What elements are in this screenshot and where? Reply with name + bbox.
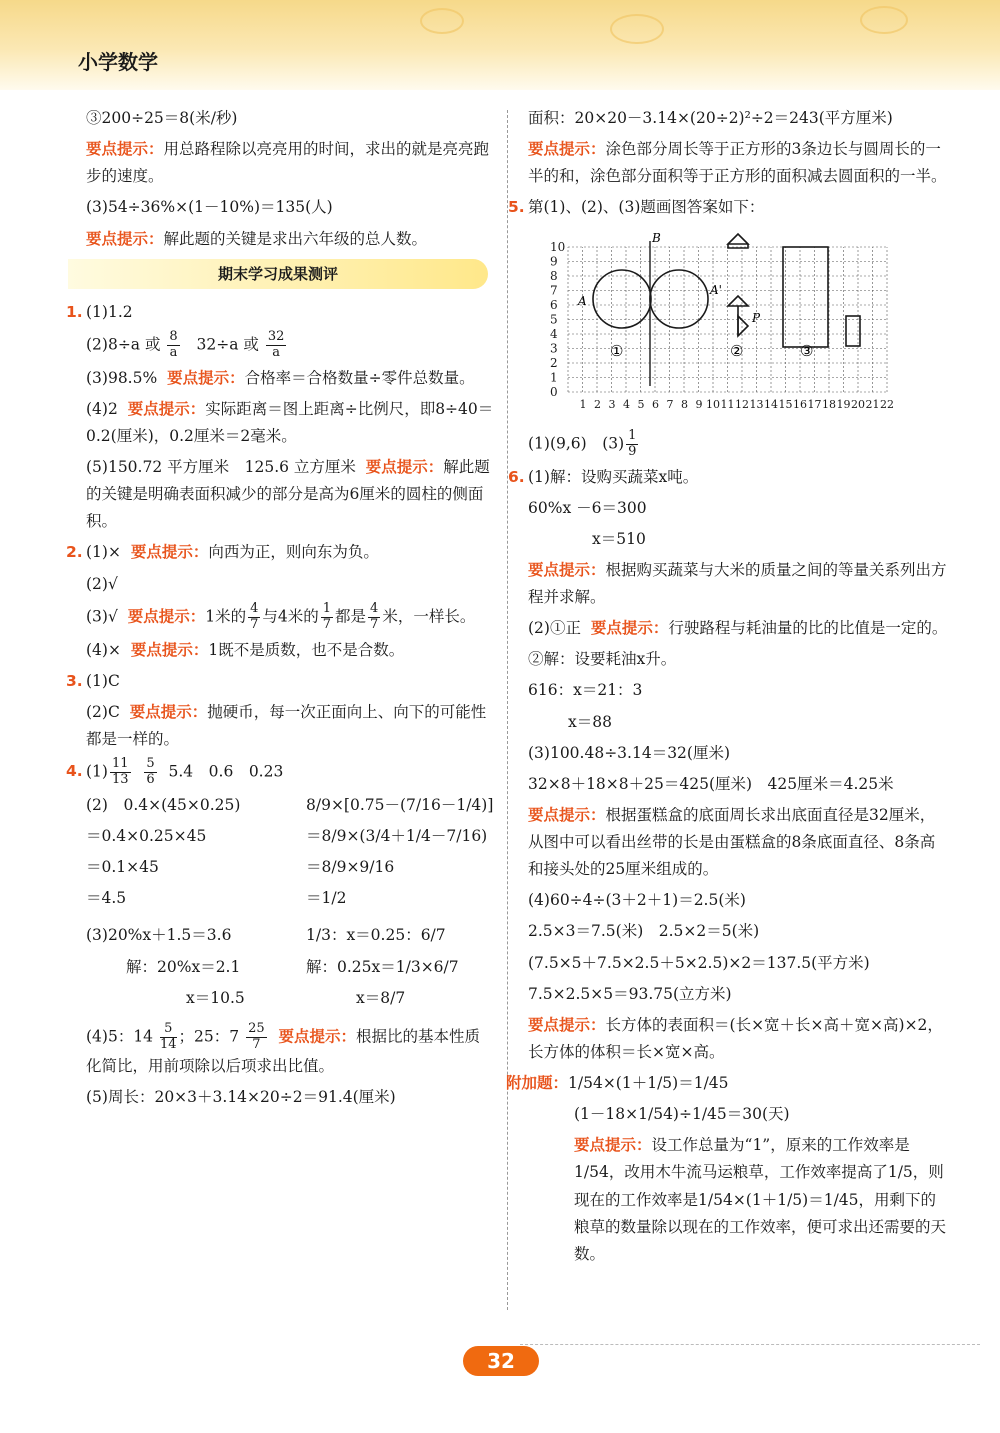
hint-line [528,557,948,611]
hint-text: 涂色部分周长等于正方形的3条边长与圆周长的一半的和，涂色部分面积等于正方形的面积减去圆面积的一半。 [528,140,947,186]
hint-line [528,802,948,883]
answer-text: (3)98.5% [86,368,158,387]
question-number: 3. [66,671,83,690]
fraction: $\frac{5}{6}$ [146,756,155,787]
calc-line: ＝0.1×45 [86,858,159,877]
hint-label: 要点提示： [127,399,206,418]
answer-text: (1)1.2 [86,302,133,321]
answer-text: (1)× [86,543,121,562]
subject-title: 小学数学 [78,50,158,74]
hint-label: 要点提示： [590,619,669,638]
hint-text: 根据蛋糕盒的底面周长求出底面直径是32厘米，从图中可以看出丝带的长是由蛋糕盒的8条底面直径、8条高和接头处的25厘米组成的。 [528,805,936,879]
answer-line: (2)√ [86,574,118,593]
answer-text: (1)C [86,671,120,690]
answer-line: (3)54÷36%×(1－10%)＝135(人) [86,198,333,217]
right-column [506,105,948,1272]
answer-line [66,539,494,566]
y-tick-label: 0 [550,384,558,399]
question-number: 4. [66,762,83,781]
grid-figure [548,226,918,416]
hint-label: 要点提示： [130,543,209,562]
answer-text: (4)× [86,640,121,659]
answer-line [86,330,494,361]
calc-line: x＝10.5 [186,988,245,1007]
hint-text: 行驶路程与耗油量的比的比值是一定的。 [668,619,948,638]
x-tick-label: 17 [807,397,822,411]
x-tick-label: 15 [778,397,793,411]
answer-text: (2)C [86,702,120,721]
cloud-decoration [610,14,664,44]
hint-label: 要点提示： [574,1136,652,1155]
hint-text: 实际距离＝图上距离÷比例尺，即8÷40＝0.2(厘米)，0.2厘米＝2毫米。 [86,399,494,445]
calc-line: 60%x －6＝300 [528,498,647,517]
answer-line [66,299,494,326]
hint-line [528,1012,948,1066]
hint-line [528,136,948,190]
equation-block [86,922,494,1015]
answer-line [86,365,494,392]
fraction: $\frac{32}{a}$ [267,328,285,360]
calc-line: (3)20%x＋1.5＝3.6 [86,926,232,945]
question-number: 5. [508,198,525,217]
x-tick-label: 9 [695,397,703,411]
y-tick-label: 4 [550,326,558,341]
section-title: 期末学习成果测评 [68,259,488,289]
answer-line [506,1070,948,1097]
hint-label: 要点提示： [278,1027,356,1046]
x-tick-label: 14 [764,397,778,411]
calc-line: ＝1/2 [306,889,347,908]
cloud-decoration [420,8,464,34]
answer-line [86,637,494,664]
fraction: $\frac{8}{a}$ [169,328,178,360]
hint-label: 要点提示： [528,1015,606,1034]
answer-line: (4)60÷4÷(3＋2＋1)＝2.5(米) [528,891,746,910]
calc-line: 解：20%x＝2.1 [126,957,241,976]
answer-line [508,464,948,491]
y-tick-label: 1 [550,370,558,384]
x-tick-label: 3 [608,397,616,411]
hint-label: 要点提示： [86,229,164,248]
page-number: 32 [463,1346,539,1376]
question-number: 2. [66,543,83,562]
x-tick-label: 8 [681,397,688,411]
calc-line: 解：0.25x＝1/3×6/7 [306,957,459,976]
answer-line: (1－18×1/54)÷1/45＝30(天) [574,1105,790,1124]
point-label-P: P [752,310,761,325]
y-tick-label: 5 [550,312,558,326]
calc-line: x＝8/7 [356,988,406,1007]
hint-text: 向西为正，则向东为负。 [208,543,379,562]
x-tick-label: 18 [822,397,836,411]
answer-text: (3)√ [86,607,118,626]
answer-line [86,396,494,450]
answer-line: 4. (1) $\frac{11}{13}$ $\frac{5}{6}$ 5.4 0.6 0.23 [66,756,284,787]
header-band [0,0,1000,90]
calc-line: x＝510 [592,529,646,548]
answer-line [508,194,948,221]
fraction: $\frac{5}{14}$ [159,1020,177,1052]
answer-line: ③200÷25＝8(米/秒) [86,109,238,127]
point-label-A-prime: A' [710,282,722,297]
answer-line: 面积：20×20－3.14×(20÷2)²÷2＝243(平方厘米) [528,109,893,127]
x-tick-label: 19 [836,397,851,411]
x-tick-label: 10 [706,397,720,411]
hint-label: 要点提示： [86,140,164,159]
answer-line: 32×8＋18×8＋25＝425(厘米) 425厘米＝4.25米 [528,774,894,793]
x-tick-label: 6 [652,397,659,411]
calc-line: x＝88 [568,712,612,731]
hint-text: 解此题的关键是明确表面积减少的部分是高为6厘米的圆柱的侧面积。 [86,458,490,531]
fraction: $\frac{1}{7}$ [322,600,332,632]
x-tick-label: 11 [720,397,735,411]
fraction: $\frac{1}{9}$ [628,427,637,459]
circled-number-2: ② [730,341,744,360]
question-number: 1. [66,302,83,321]
x-tick-label: 4 [623,397,630,411]
x-tick-label: 13 [749,397,764,411]
hint-text: 根据比的基本性质化简比，用前项除以后项求出比值。 [86,1027,480,1075]
answer-text: (1)解：设购买蔬菜x吨。 [528,467,699,486]
answer-text: (2)8÷a 或 [86,335,161,354]
fraction: $\frac{25}{7}$ [248,1020,265,1052]
calculation-block [86,792,494,917]
hint-label: 要点提示： [528,805,606,824]
answer-line [86,699,494,753]
cloud-decoration [860,6,908,34]
calc-line: ＝8/9×(3/4＋1/4－7/16) [306,827,488,845]
hint-label: 要点提示： [167,368,245,387]
circle-shape [650,270,708,328]
answer-line [66,668,494,695]
hint-label: 要点提示： [528,140,606,159]
hint-line [86,226,494,253]
y-tick-label: 8 [550,268,558,283]
x-tick-label: 1 [579,397,587,411]
triangle-shape [738,316,748,336]
answer-line: (7.5×5＋7.5×2.5＋5×2.5)×2＝137.5(平方米) [528,953,870,972]
left-column [66,105,494,1115]
answer-text: (5)150.72 平方厘米 125.6 立方厘米 [86,458,356,476]
answer-line: (3)√ 要点提示：1米的 $\frac{4}{7}$ 与4米的 $\frac{1}{7}$ 都是 $\frac{4}{7}$ 米，一样长。 [86,600,476,632]
y-tick-label: 6 [550,297,558,312]
answer-line: ②解：设要耗油x升。 [528,650,677,669]
calc-line: 1/3：x＝0.25：6/7 [306,926,446,945]
answer-text: (4)2 [86,399,118,418]
y-tick-label: 7 [550,283,558,297]
answer-line: 2.5×3＝7.5(米) 2.5×2＝5(米) [528,922,760,941]
calc-line: ＝8/9×9/16 [306,858,395,877]
hint-text: 1既不是质数，也不是合数。 [208,640,405,659]
hint-text: 长方体的表面积＝(长×宽＋长×高＋宽×高)×2，长方体的体积＝长×宽×高。 [528,1015,943,1061]
y-tick-label: 3 [550,341,558,355]
calc-line: ＝0.4×0.25×45 [86,827,207,845]
coordinate-grid [548,226,948,425]
hint-line: 要点提示：设工作总量为“1”，原来的工作效率是1/54，改用木牛流马运粮草，工作效率提高了1/5，则现在的工作效率是1/54×(1＋1/5)＝1/45，用剩下的粮草的数量除以现在的工作效率，便可求出还需要的天数。 [574,1136,947,1263]
extra-label: 附加题： [506,1074,569,1092]
answer-line [86,454,494,535]
answer-line: (3)100.48÷3.14＝32(厘米) [528,743,731,762]
hint-label: 要点提示： [365,458,444,476]
answer-text: 1/54×(1＋1/5)＝1/45 [568,1074,729,1092]
hint-line [86,136,494,190]
hint-label: 要点提示： [528,560,606,579]
answer-line: 7.5×2.5×5＝93.75(立方米) [528,984,732,1003]
triangle-shape [728,234,748,244]
x-tick-label: 2 [594,397,601,411]
x-tick-label: 5 [637,397,645,411]
calc-line: (2) 0.4×(45×0.25) [86,795,241,814]
triangle-shape [728,296,748,306]
circled-number-1: ① [610,341,624,360]
hint-text: 合格率＝合格数量÷零件总数量。 [244,368,475,387]
circled-number-3: ③ [800,341,814,360]
hint-text: 用总路程除以亮亮用的时间，求出的就是亮亮跑步的速度。 [86,140,490,186]
calc-line: 616：x＝21：3 [528,681,643,700]
hint-text: 根据购买蔬菜与大米的质量之间的等量关系列出方程并求解。 [528,560,947,606]
footer-line [520,1344,980,1345]
y-tick-label: 9 [550,254,558,268]
hint-label: 要点提示： [129,702,208,721]
calc-line: ＝4.5 [86,889,127,908]
hint-text: 解此题的关键是求出六年级的总人数。 [163,229,428,248]
answer-line: (2)①正 要点提示：行驶路程与耗油量的比的比值是一定的。 [528,619,948,638]
calc-line: 8/9×[0.75－(7/16－1/4)] [306,795,494,814]
point-label-A: A [578,293,587,308]
hint-label: 要点提示： [127,607,206,626]
x-tick-label: 12 [735,397,749,411]
fraction: $\frac{4}{7}$ [370,600,379,632]
answer-text: 第(1)、(2)、(3)题画图答案如下： [528,198,765,217]
fraction: $\frac{4}{7}$ [250,600,259,632]
x-tick-label: 22 [880,397,894,411]
hint-label: 要点提示： [130,640,209,659]
y-tick-label: 2 [550,355,558,370]
fraction: $\frac{11}{13}$ [111,756,129,787]
x-tick-label: 20 [851,397,865,411]
answer-line: (5)周长：20×3＋3.14×20÷2＝91.4(厘米) [86,1087,396,1106]
y-tick-label: 10 [550,239,566,254]
answer-line: (4)5：14 $\frac{5}{14}$ ；25：7 $\frac{25}{7}$ 要点提示：根据比的基本性质化简比，用前项除以后项求出比值。 [86,1020,480,1075]
column-divider [507,110,508,1310]
answer-line: (1)(9,6) (3) $\frac{1}{9}$ [528,427,637,459]
question-number: 6. [508,467,525,486]
x-tick-label: 7 [666,397,674,411]
rectangle-shape [783,247,828,347]
x-tick-label: 21 [865,397,880,411]
answer-text: 32÷a 或 [196,335,259,354]
point-label-B: B [652,230,661,245]
x-tick-label: 16 [793,397,807,411]
hint-text: 抛硬币，每一次正面向上、向下的可能性都是一样的。 [86,702,487,748]
